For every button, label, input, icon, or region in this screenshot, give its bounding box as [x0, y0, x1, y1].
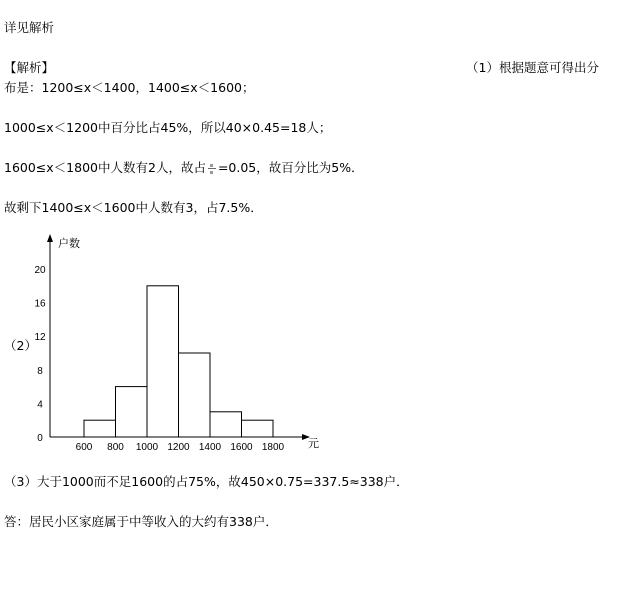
- fraction-glyph: [206, 163, 218, 175]
- y-tick-label: 8: [37, 365, 43, 377]
- part1-intro: （1）根据题意可得出分: [466, 60, 599, 75]
- histogram-chart: [36, 232, 326, 454]
- page-title: 详见解析: [4, 20, 55, 35]
- histogram-bar: [116, 387, 148, 437]
- x-tick-label: 1400: [198, 442, 222, 453]
- x-tick-label: 1600: [230, 442, 253, 453]
- y-tick-label: 16: [34, 298, 46, 310]
- chart-bars: [84, 286, 273, 437]
- part2-label: （2）: [4, 338, 37, 353]
- x-tick-label: 1800: [261, 442, 285, 453]
- y-tick-label: 4: [37, 399, 43, 411]
- histogram-bar: [84, 420, 116, 437]
- chart-x-ticks: [76, 442, 285, 453]
- solution-line-3: [4, 160, 364, 176]
- x-tick-label: 600: [75, 442, 93, 453]
- solution-tag: 【解析】: [4, 60, 55, 75]
- y-tick-label: 20: [34, 265, 46, 276]
- y-tick-label: 12: [34, 332, 46, 344]
- y-tick-label: 0: [37, 433, 43, 444]
- solution-line-3-end: =0.05，故百分比为5%．: [217, 160, 364, 175]
- x-tick-label: 1000: [135, 442, 159, 453]
- histogram-bar: [147, 286, 179, 437]
- answer-line: 答：居民小区家庭属于中等收入的大约有338户．: [4, 514, 278, 529]
- x-axis-label: 元: [308, 437, 319, 450]
- part3-line: （3）大于1000而不足1600的占75%，故450×0.75=337.5≈338户．: [4, 474, 409, 489]
- x-tick-label: 800: [107, 442, 124, 453]
- histogram-bar: [210, 412, 242, 437]
- histogram-bar: [179, 353, 211, 437]
- x-tick-label: 1200: [167, 442, 190, 453]
- solution-line-3-start: 1600≤x＜1800中人数有2人，故占: [4, 160, 206, 175]
- chart-y-ticks: [34, 265, 46, 444]
- solution-line-4: 故剩下1400≤x＜1600中人数有3，占7.5%．: [4, 200, 263, 215]
- y-axis-label: 户数: [58, 237, 80, 250]
- histogram-bar: [242, 420, 274, 437]
- y-axis-arrow: [47, 234, 53, 242]
- solution-line-2: 1000≤x＜1200中百分比占45%，所以40×0.45=18人；: [4, 120, 332, 135]
- solution-line-1: 布是：1200≤x＜1400，1400≤x＜1600；: [4, 80, 255, 95]
